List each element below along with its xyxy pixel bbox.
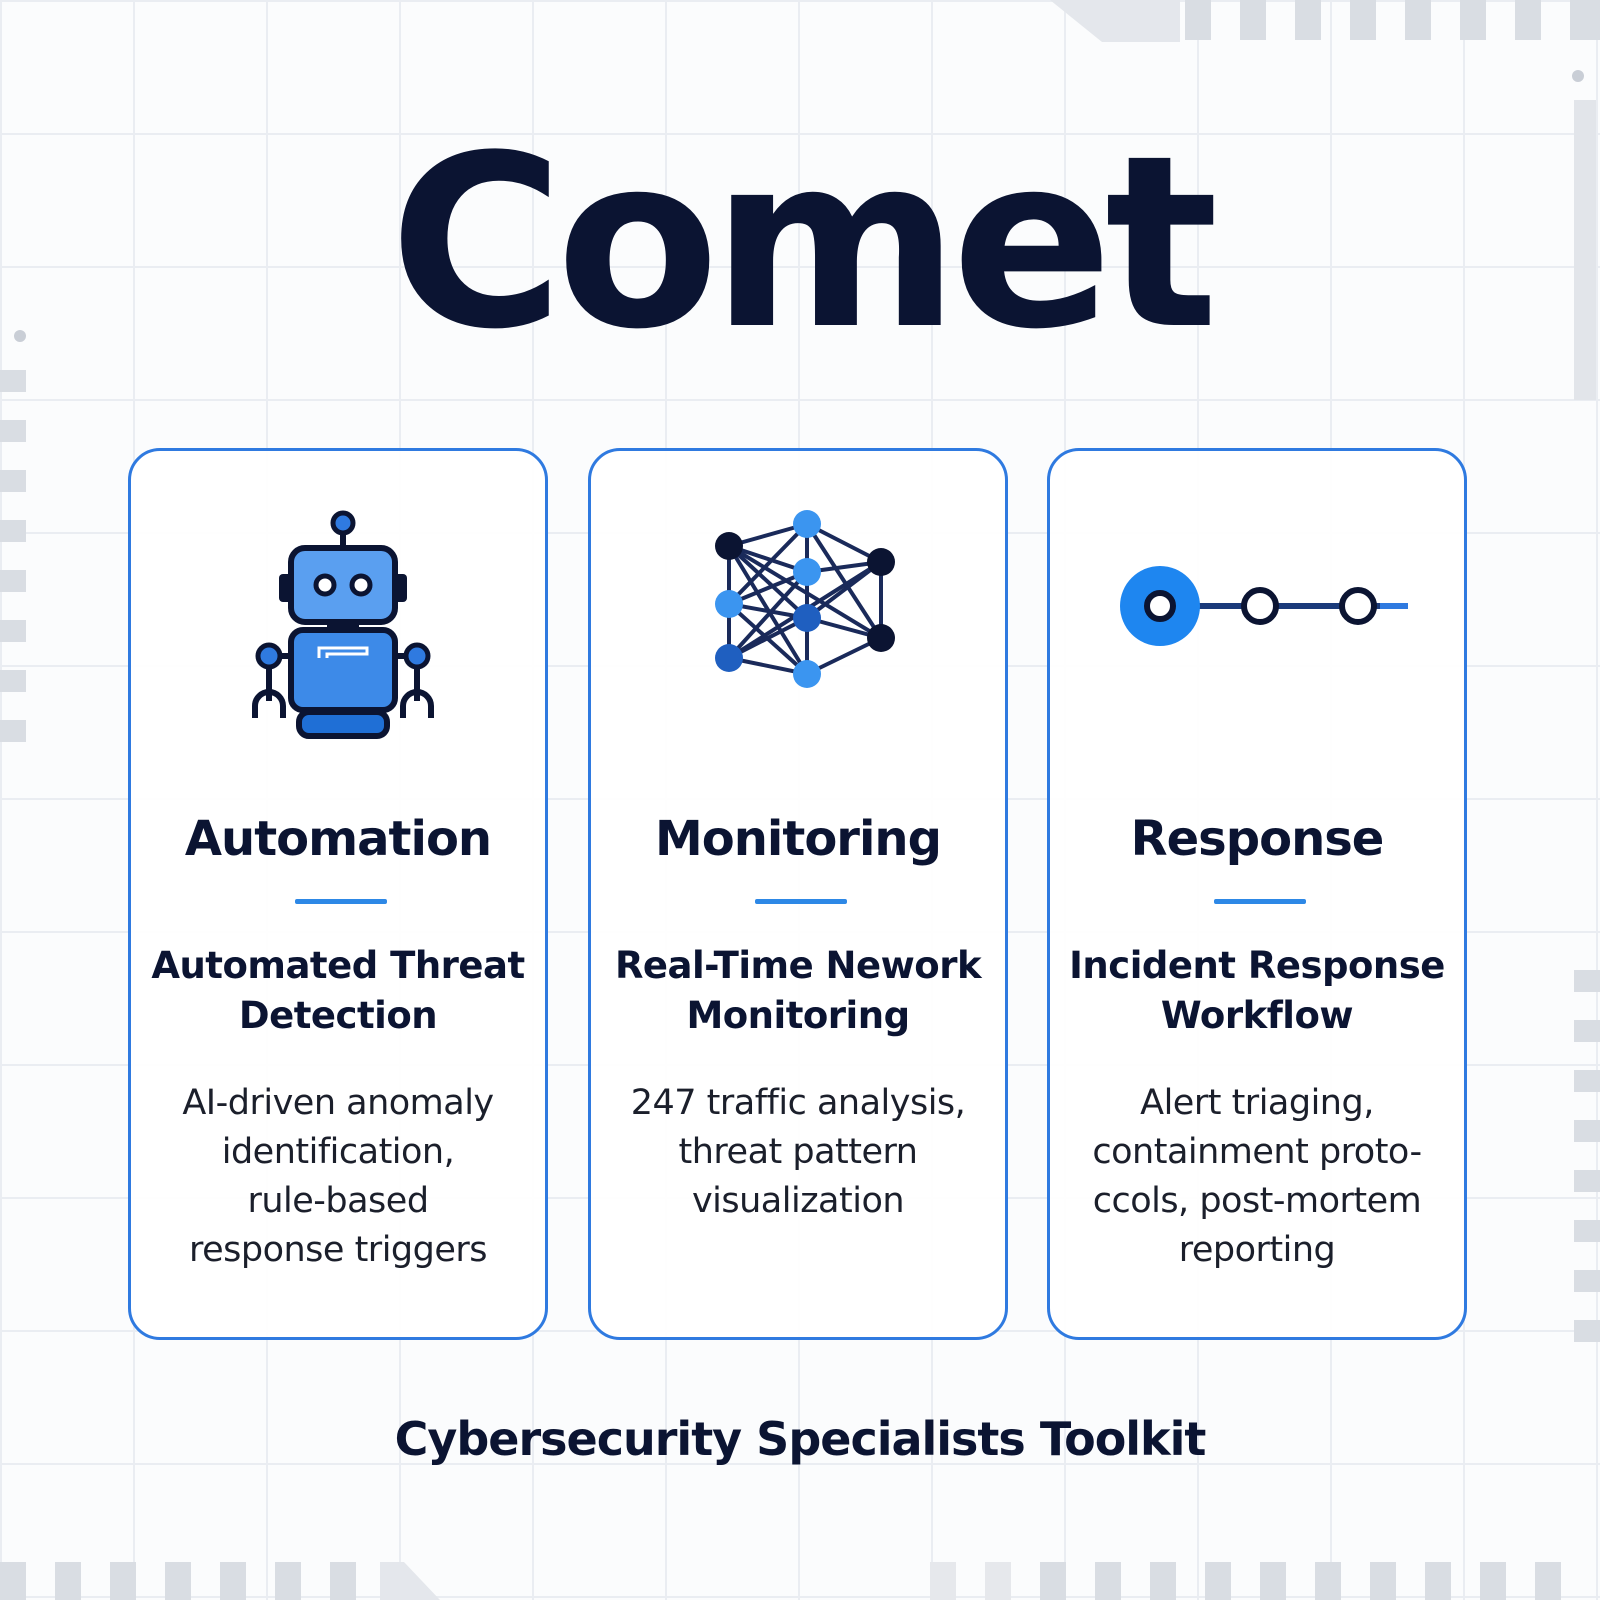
top-right-decoration	[1050, 0, 1600, 42]
card-subtitle: Incident Response Workflow	[1069, 944, 1445, 1037]
card-subtitle: Real-Time Nework Monitoring	[614, 944, 982, 1037]
workflow-icon	[1050, 506, 1464, 746]
card-subtitle: Automated Threat Detection	[151, 944, 525, 1037]
card-monitoring	[588, 448, 1008, 1340]
network-icon	[591, 506, 1005, 746]
brand-title: Comet	[389, 105, 1211, 382]
title-underline	[1214, 899, 1306, 904]
card-title: Response	[1130, 811, 1384, 867]
left-decoration	[0, 330, 30, 790]
title-underline	[295, 899, 387, 904]
card-title: Automation	[184, 811, 492, 867]
card-description: Alert triaging, containment proto- ccols, post-mortem reporting	[1092, 1083, 1422, 1270]
card-title: Monitoring	[655, 811, 941, 867]
title-underline	[755, 899, 847, 904]
card-description: 247 traffic analysis, threat pattern visualization	[630, 1083, 966, 1221]
bottom-left-decoration	[0, 1562, 440, 1600]
bottom-right-decoration	[930, 1562, 1600, 1600]
footer-tagline: Cybersecurity Specialists Toolkit	[394, 1412, 1206, 1466]
card-description: AI-driven anomaly identification, rule-based response triggers	[182, 1083, 494, 1270]
card-automation	[128, 448, 548, 1340]
robot-icon	[131, 506, 545, 746]
card-response	[1047, 448, 1467, 1340]
